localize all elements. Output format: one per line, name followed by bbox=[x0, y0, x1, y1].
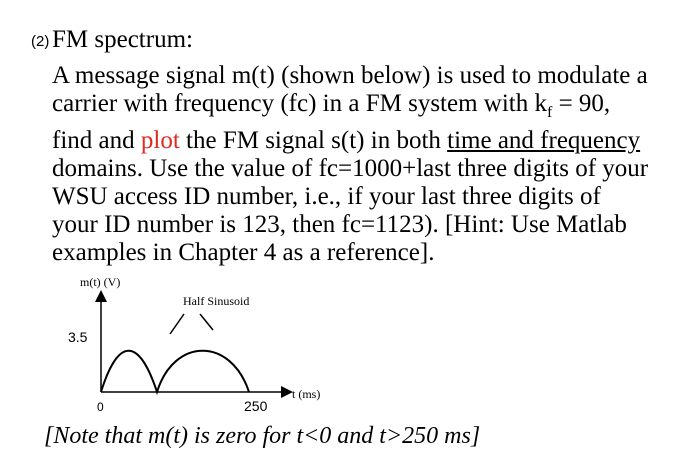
problem-number: (2) bbox=[31, 33, 50, 50]
statement-line-6: your ID number is 123, then fc=1123). [Hint: Use Matlab bbox=[52, 211, 627, 238]
amplitude-tick-label: 3.5 bbox=[68, 329, 88, 345]
curve-label: Half Sinusoid bbox=[183, 294, 250, 308]
x-axis-label: t (ms) bbox=[292, 387, 321, 401]
y-axis-label: m(t) (V) bbox=[80, 275, 121, 289]
signal-text: the FM signal s(t) in both bbox=[179, 127, 448, 154]
x-end-tick-label: 250 bbox=[244, 398, 268, 414]
find-text: find and bbox=[52, 127, 141, 154]
statement-line-7: examples in Chapter 4 as a reference]. bbox=[52, 239, 435, 266]
curve-pointer-left bbox=[170, 314, 184, 334]
x-origin-tick-label: 0 bbox=[97, 400, 104, 414]
statement-line-1: A message signal m(t) (shown below) is used to modulate a bbox=[52, 62, 648, 89]
statement-line-4: domains. Use the value of fc=1000+last three digits of your bbox=[52, 155, 649, 182]
plot-word: plot bbox=[140, 127, 180, 154]
curve-pointer-right bbox=[200, 314, 213, 330]
time-frequency-underlined: time and frequency bbox=[447, 127, 641, 154]
kf-value: = 90, bbox=[552, 90, 611, 117]
note-text: [Note that m(t) is zero for t<0 and t>250 ms] bbox=[44, 423, 481, 449]
problem-title: FM spectrum: bbox=[52, 26, 193, 53]
kf-subscript: f bbox=[546, 104, 553, 121]
statement-line-5: WSU access ID number, i.e., if your last three digits of bbox=[52, 183, 601, 210]
kf-text: carrier with frequency (fc) in a FM system with k bbox=[52, 90, 547, 117]
half-sinusoid-curve bbox=[101, 351, 249, 392]
